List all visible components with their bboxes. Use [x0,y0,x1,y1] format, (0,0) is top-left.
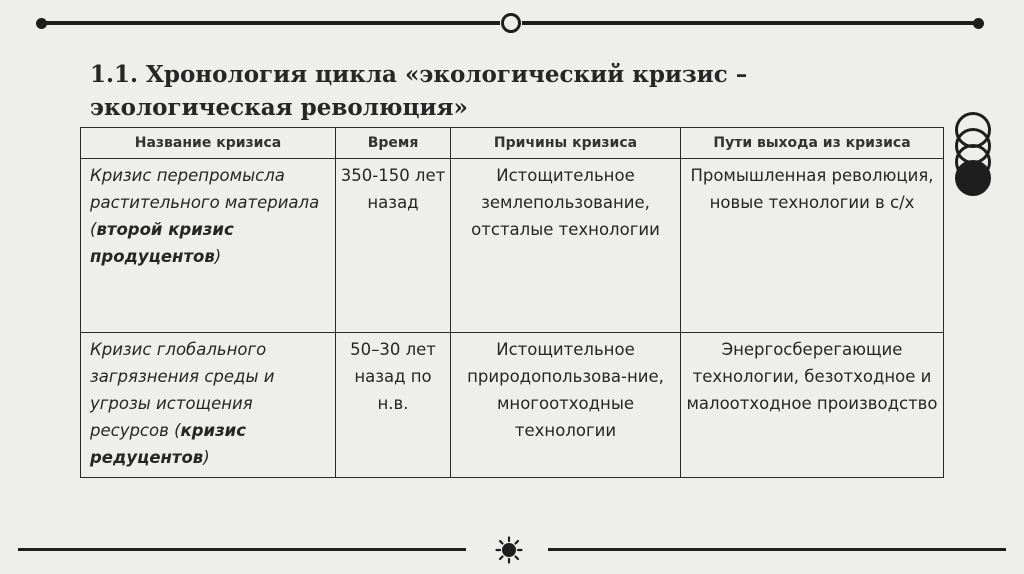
crisis-name-tail: ) [203,448,210,467]
header-time: Время [336,128,451,159]
causes-cell: Истощительное природопользова-ние, многоотходные технологии [451,333,681,478]
header-solutions: Пути выхода из кризиса [681,128,944,159]
sun-icon [495,536,523,564]
slide-title: 1.1. Хронология цикла «экологический кризис – экологическая революция» [90,61,748,121]
bottom-divider-right [548,548,1006,551]
time-cell: 50–30 лет назад по н.в. [336,333,451,478]
table-row [81,159,944,333]
crisis-name-tail: ) [214,247,222,266]
top-divider-right [522,21,976,25]
table-row [81,333,944,478]
crisis-name-text: Кризис перепромысла растительного материала ( [90,166,320,239]
ring-stack-decoration [955,112,995,202]
header-causes: Причины кризиса [451,128,681,159]
left-dot-icon [36,18,47,29]
crisis-name-bold: кризис редуцентов [90,421,247,467]
crisis-name-text: Кризис глобального загрязнения среды и угрозы истощения ресурсов ( [90,340,275,440]
time-cell: 350-150 лет назад [336,159,451,333]
crisis-name-bold: второй кризис продуцентов [90,220,234,266]
bottom-divider-left [18,548,466,551]
top-divider-left [40,21,500,25]
crisis-name-cell [81,159,336,333]
circle-marker-icon [501,13,521,33]
solutions-cell: Промышленная революция, новые технологии в с/х [681,159,944,333]
header-crisis-name: Название кризиса [81,128,336,159]
table-header-row [81,128,944,159]
solutions-cell: Энергосберегающие технологии, безотходное и малоотходное производство [681,333,944,478]
crisis-name-cell [81,333,336,478]
filled-ring-icon [955,160,991,196]
causes-cell: Истощительное землепользование, отсталые технологии [451,159,681,333]
crisis-table [80,127,944,478]
right-dot-icon [973,18,984,29]
